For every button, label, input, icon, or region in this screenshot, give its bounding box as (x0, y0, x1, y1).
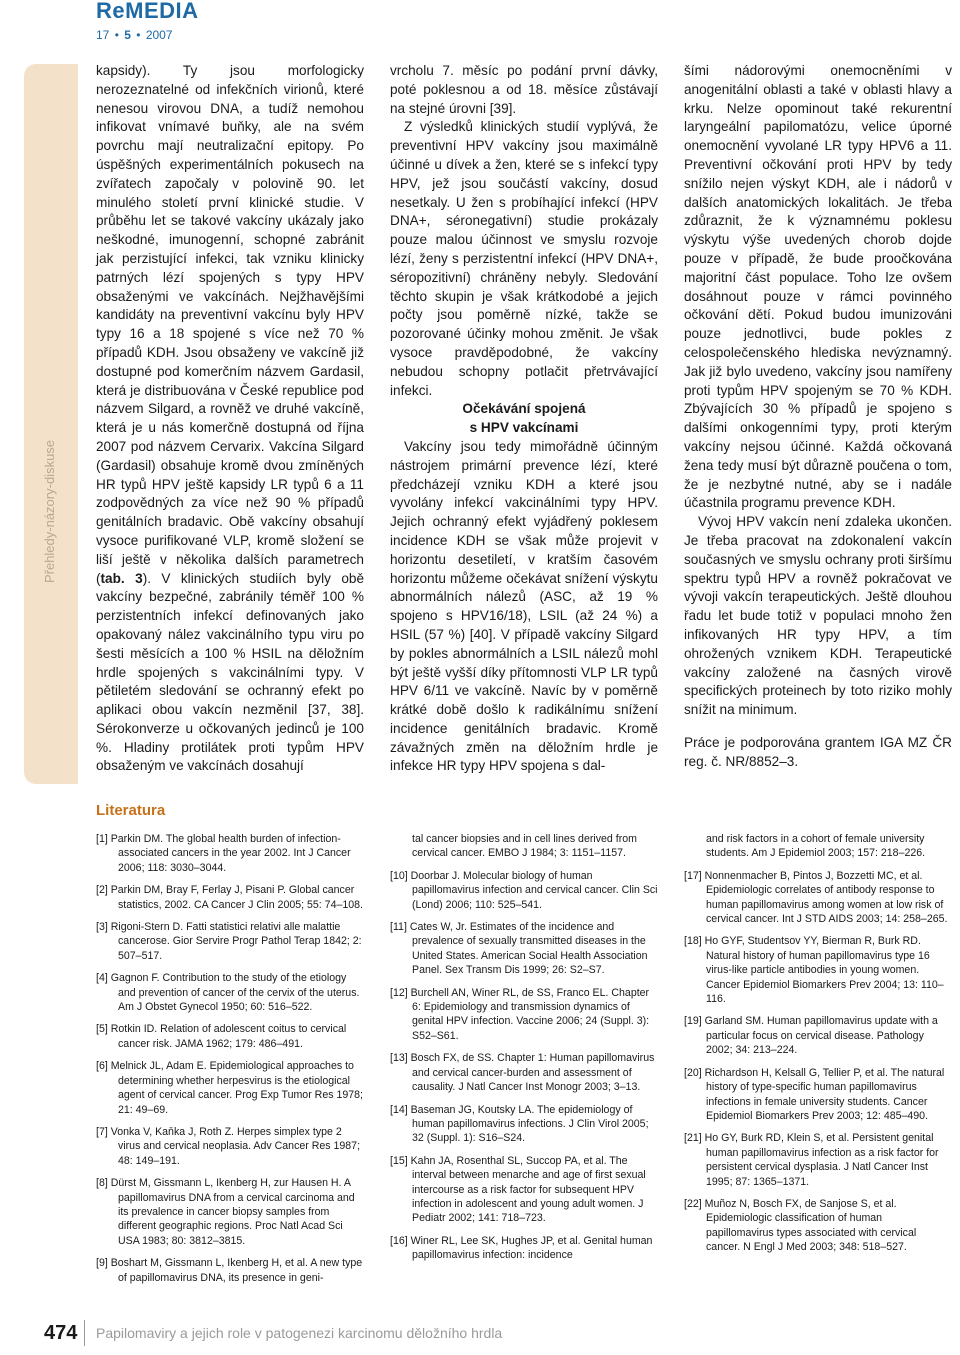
paragraph: vrcholu 7. měsíc po podání první dávky, poté poklesnou a od 18. měsíce zůstávají na stejné úrovni [39]. (390, 63, 658, 116)
running-title: Papilomaviry a jejich role v patogenezi karcinomu děložního hrdla (96, 1325, 503, 1341)
article-body (96, 62, 952, 774)
reference-item: [7] Vonka V, Kaňka J, Roth Z. Herpes simplex type 2 virus and cervical neoplasia. Adv Cancer Res 1987; 48: 149–191. (96, 1125, 361, 1167)
issue-separator: • (114, 28, 119, 42)
paragraph: Vývoj HPV vakcín není zdaleka ukončen. Je třeba pracovat na zdokonalení vakcín současných ve smyslu ochrany proti širšímu spektru typů HPV a rovněž pokračovat ve vývoji vakcín terapeutických. Ještě dlouhou řadu let bude totiž v populaci mnoho žen infikovaných HR typy HPV, a tím ohrožených vznikem KDH. Terapeutické vakcíny založené na časných virově specifických proteinech by toto riziko mohly snížit na minimum. (684, 514, 952, 718)
article-column-2 (390, 62, 658, 776)
reference-item: [2] Parkin DM, Bray F, Ferlay J, Pisani P. Global cancer statistics, 2002. CA Cancer J Clin 2005; 55: 74–108. (96, 884, 363, 911)
journal-logo: ReMEDIA (96, 0, 199, 23)
paragraph: Z výsledků klinických studií vyplývá, že preventivní HPV vakcíny jsou maximálně účinné u dívek a žen, které se s infekcí typy HPV, jež jsou součástí vakcíny, dosud nesetkaly. U žen s probíhající infekcí (HPV DNA+, séronegativní) studie prokázaly pouze malou účinnost ve smyslu rozvoje lézí, ženy s perzistentní infekcí (HPV DNA+, séropozitivní) chráněny nebyly. Sledování těchto skupin je však krátkodobé a jejich počty jsou poměrně nízké, takže se pozorované účinky mohou změnit. Je však vysoce pravděpodobné, že vakcíny nebudou schopny potlačit přetrvávající infekci. (390, 119, 658, 398)
reference-item: [11] Cates W, Jr. Estimates of the incidence and prevalence of sexually transmitted diseases in the United States. American Social Health Association Panel. Sex Transm Dis 1999; 26: S2–S7. (390, 921, 648, 977)
table-reference[interactable]: tab. 3 (100, 570, 143, 586)
reference-item: [14] Baseman JG, Koutsky LA. The epidemiology of human papillomavirus infections. J Clin Virol 2005; 32 (Suppl. 1): S16–S24. (390, 1103, 649, 1145)
section-heading: Očekávání spojená s HPV vakcínami (462, 401, 586, 436)
page-footer (0, 1318, 960, 1348)
reference-item: [12] Burchell AN, Winer RL, de SS, Franco EL. Chapter 6: Epidemiology and transmission dynamics of genital HPV infection. Vaccine 2006; 24 (Suppl. 3): S52–S61. (390, 986, 650, 1042)
article-column-1 (96, 62, 364, 776)
reference-item: [13] Bosch FX, de SS. Chapter 1: Human papillomavirus and cervical cancer-burden and assessment of causality. J Natl Cancer Inst Monogr 2003; 3–13. (390, 1052, 655, 1094)
reference-column-1 (96, 832, 364, 1293)
article-column-3 (684, 62, 952, 771)
reference-item: [3] Rigoni-Stern D. Fatti statistici relativi alle malattie cancerose. Gior Servire Progr Pathol Terap 1842; 2: 507–517. (96, 921, 362, 962)
issue-number: 17 (96, 28, 110, 42)
reference-continuation: and risk factors in a cohort of female university students. Am J Epidemiol 2003; 157: 218–226. (706, 833, 926, 860)
reference-item: [20] Richardson H, Kelsall G, Tellier P, et al. The natural history of type-specific human papillomavirus infections in female university students. Cancer Epidemiol Biomarkers Prev 2003; 12: 485–490. (684, 1066, 945, 1122)
reference-item: [22] Muñoz N, Bosch FX, de Sanjose S, et al. Epidemiologic classification of human papillomavirus types associated with cervical cancer. N Engl J Med 2003; 348: 518–527. (684, 1197, 917, 1254)
paragraph: Vakcíny jsou tedy mimořádně účinným nástrojem primární prevence lézí, které předcházejí vzniku KDH a které jsou vyvolány infekcí vakcinálními typy HPV. Jejich ochranný efekt vyjádřený poklesem incidence KDH se však může projevit v horizontu desetiletí, v kratším časovém horizontu můžeme očekávat snížení výskytu abnormálních nálezů (ASC, až 19 % spojeno s HPV16/18), LSIL (až 24 %) a HSIL (57 %) [40]. V případě vakcíny Silgard by pokles abnormálních a LSIL nálezů mohl být ještě vyšší díky přítomnosti VLP LR typů HPV 6/11 ve vakcíně. Navíc by v poměrně krátké době došlo k radikálnímu snížení incidence genitálních bradavic. Kromě závažných změn na děložním hrdle je infekce HR typy HPV spojena s dal- (390, 438, 658, 774)
reference-continuation: tal cancer biopsies and in cell lines derived from cervical cancer. EMBO J 1984; 3: 1151–1157. (412, 833, 637, 860)
issue-info (96, 28, 199, 42)
paragraph: šími nádorovými onemocněními v anogenitální oblasti a také v oblasti hlavy a krku. Nelze opominout také rekurentní laryngeální papilomatózu, velice úporné onemocnění vyvolané LR typy HPV6 a 11. Preventivní očkování proti HPV by tedy snížilo nejen výskyt KDH, ale i nádorů v dalších anatomických lokalitách. Je třeba zdůraznit, že k významnému poklesu výskytu výše uvedených chorob dojde pouze v případě, že bude proočkována majoritní část populace. Toho lze ovšem dosáhnout pouze v rámci povinného očkování dětí. Pokud budou imunizováni pouze jednotlivci, bude pokles z celospolečenského hlediska nevýznamný. Jak již bylo uvedeno, vakcíny jsou namířeny proti typům HPV spojeným se 70 % KDH. Zbývajících 30 % případů je spojeno s dalšími onkogenními typy, proti kterým vakcíny nejsou účinné. Každá očkovaná žena tedy musí být důrazně poučena o tom, že je nezbytné nutné, aby se i nadále účastnila programu prevence KDH. (684, 63, 952, 511)
reference-item: [18] Ho GYF, Studentsov YY, Bierman R, Burk RD. Natural history of human papillomavirus type 16 virus-like particle antibodies in young women. Cancer Epidemiol Biomarkers Prev 2004; 13: 110–116. (684, 935, 944, 1006)
reference-item: [4] Gagnon F. Contribution to the study of the etiology and prevention of cancer of the cervix of the uterus. Am J Obstet Gynecol 1950; 60: 516–522. (96, 972, 360, 1014)
reference-list (96, 832, 948, 1292)
section-label (22, 346, 78, 676)
issue-separator: • (136, 28, 141, 42)
footer-divider (84, 1320, 85, 1346)
section-label-text: Přehledy-názory-diskuse (42, 439, 58, 583)
issue-year: 2007 (145, 28, 173, 42)
reference-item: [15] Kahn JA, Rosenthal SL, Succop PA, et al. The interval between menarche and age of first sexual intercourse as a risk factor for subsequent HPV infection in adolescent and young adult women. J Pediatr 2002; 141: 718–723. (390, 1154, 646, 1225)
reference-item: [5] Rotkin ID. Relation of adolescent coitus to cervical cancer risk. JAMA 1962; 179: 486–491. (96, 1023, 347, 1050)
masthead (96, 0, 199, 42)
literature-heading: Literatura (96, 802, 166, 819)
reference-item: [10] Doorbar J. Molecular biology of human papillomavirus infection and cervical cancer. Clin Sci (Lond) 2006; 110: 525–541. (390, 869, 658, 911)
issue-month: 5 (124, 28, 131, 42)
paragraph: kapsidy). Ty jsou morfologicky nerozeznatelné od infekčních virionů, které nenesou virovou DNA, a tudíž nemohou infikovat vnímavé buňky, ale na svém povrchu mají neutralizační epitopy. Po úspěšných experimentálních pokusech na zvířatech započaly v polovině 90. let minulého století první klinické studie. V průběhu let se takové vakcíny ukázaly jako neškodné, imunogenní, schopné zabránit jak perzistující infekci, tak vzniku klinicky patrných lézí spojených s typy HPV obsaženými ve vakcínách. Nejžhavějšími kandidáty na preventivní vakcínu byly HPV typy 16 a 18 spojené s více než 70 % případů KDH. Jsou obsaženy ve vakcíně již dostupné pod komerčním názvem Gardasil, která je distribuována v České republice pod názvem Silgard, a rovněž ve druhé vakcíně, která je u nás komerčně dostupná od října 2007 pod názvem Cervarix. Vakcína Silgard (Gardasil) obsahuje kromě dvou zmíněných HR typů HPV ještě kapsidy LR typů 6 a 11 zodpovědných za více než 90 % případů genitálních bradavic. Obě vakcíny obsahují vysoce purifikované VLP, kromě složení se liší ještě v několika dalších parametrech (tab. 3). V klinických studiích byly obě vakcíny bezpečné, zabránily téměř 100 % perzistentních infekcí definovaných jako opakovaný nález vakcinálního typu viru po šesti měsících a 100 % HSIL na děložním hrdle spojených s vakcinálními typy. V pětiletém sledování se ochranný efekt po aplikaci obou vakcín nezměnil [37, 38]. Sérokonverze u očkovaných jedinců je 100 %. Hladiny protilátek proti typům HPV obsaženým ve vakcínách dosahují (96, 63, 364, 774)
reference-column-2 (390, 832, 658, 1271)
reference-item: [16] Winer RL, Lee SK, Hughes JP, et al. Genital human papillomavirus infection: incidence (390, 1234, 653, 1262)
reference-item: [9] Boshart M, Gissmann L, Ikenberg H, et al. A new type of papillomavirus DNA, its presence in geni- (96, 1257, 363, 1284)
reference-item: [21] Ho GY, Burk RD, Klein S, et al. Persistent genital human papillomavirus infection as a risk factor for persistent cervical dysplasia. J Natl Cancer Inst 1995; 87: 1365–1371. (684, 1132, 939, 1188)
reference-item: [19] Garland SM. Human papillomavirus update with a particular focus on cervical disease. Pathology 2002; 34: 213–224. (684, 1015, 938, 1057)
reference-item: [6] Melnick JL, Adam E. Epidemiological approaches to determining whether herpesvirus is the etiological agent of cervical cancer. Prog Exp Tumor Res 1978; 21: 49–69. (96, 1060, 363, 1116)
reference-item: [17] Nonnenmacher B, Pintos J, Bozzetti MC, et al. Epidemiologic correlates of antibody response to human papillomavirus among women at low risk of cervical cancer. Int J STD AIDS 2003; 14: 258–265. (684, 869, 948, 926)
grant-acknowledgement: Práce je podporována grantem IGA MZ ČR reg. č. NR/8852–3. (684, 734, 952, 769)
reference-column-3 (684, 832, 952, 1263)
reference-item: [1] Parkin DM. The global health burden of infection-associated cancers in the year 2002. Int J Cancer 2006; 118: 3030–3044. (96, 833, 351, 874)
page-number: 474 (44, 1322, 78, 1344)
reference-item: [8] Dürst M, Gissmann L, Ikenberg H, zur Hausen H. A papillomavirus DNA from a cervical carcinoma and its prevalence in cancer biopsy samples from different geographic regions. Proc Natl Acad Sci USA 1983; 80: 3812–3815. (96, 1177, 355, 1247)
